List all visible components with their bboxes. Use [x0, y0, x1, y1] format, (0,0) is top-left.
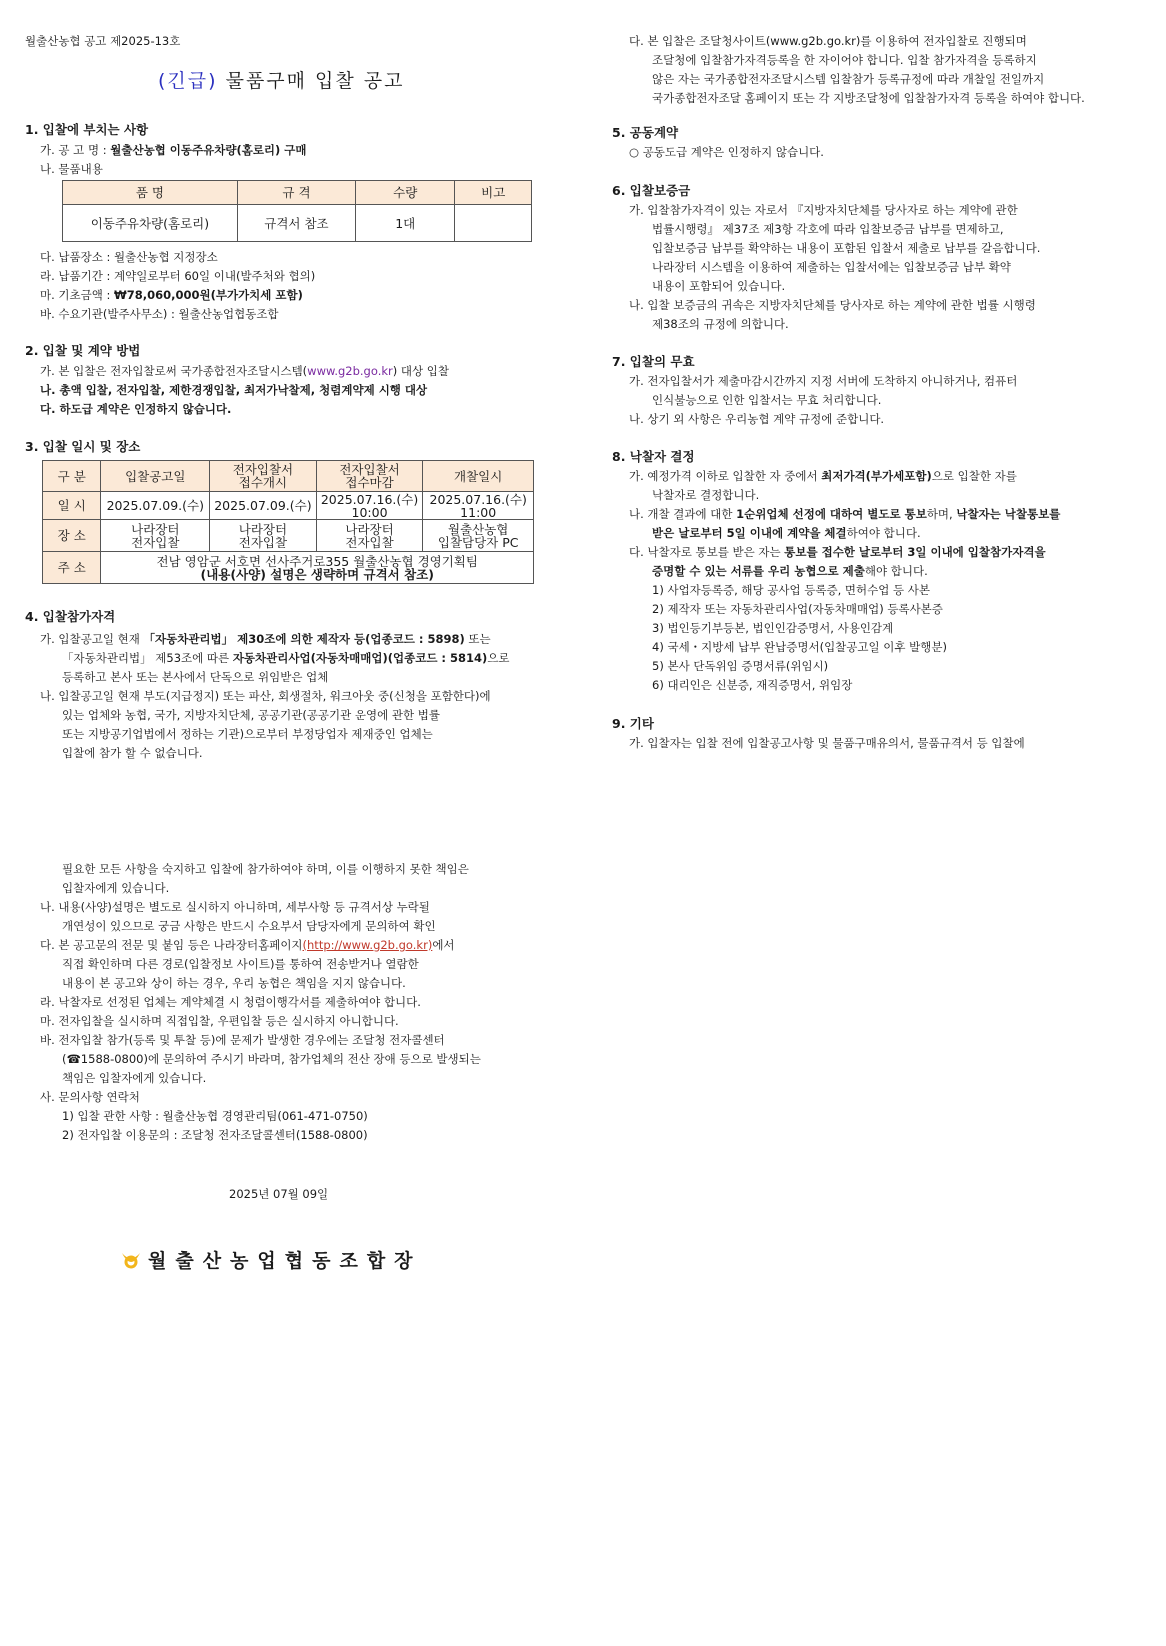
misc-cont-5: 다. 본 공고문의 전문 및 붙임 등은 나라장터홈페이지(http://www.g2b.go.kr)에서: [40, 938, 455, 952]
title-urgent: (긴급): [158, 70, 218, 92]
goods-header-spec: 규 격: [237, 181, 355, 205]
deposit-1: 가. 입찰참가자격이 있는 자로서 『지방자치단체를 당사자로 하는 계약에 관한: [629, 203, 1018, 217]
section-5-heading: 5. 공동계약: [612, 125, 679, 140]
nonghyup-logo-icon: [120, 1249, 142, 1269]
qualification-6: 또는 지방공기업법에서 정하는 기관)으로부터 부정당업자 제재중인 업체는: [62, 727, 433, 741]
invalid-1: 가. 전자입찰서가 제출마감시간까지 지정 서버에 도착하지 아니하거나, 컴퓨터: [629, 374, 1018, 388]
delivery-period: 라. 납품기간 : 계약일로부터 60일 이내(발주처와 협의): [40, 269, 316, 283]
qualification-7: 입찰에 참가 할 수 없습니다.: [62, 746, 203, 760]
award-3: 나. 개찰 결과에 대한 1순위업체 선정에 대하여 별도로 통보하며, 낙찰자는 낙찰통보를: [629, 507, 1061, 521]
misc-cont-2: 입찰자에게 있습니다.: [62, 881, 170, 895]
issuer-name: 월출산농업협동조합장: [148, 1250, 422, 1272]
award-5: 다. 낙찰자로 통보를 받은 자는 통보를 접수한 날로부터 3일 이내에 입찰참가자격을: [629, 545, 1046, 559]
schedule-place-2: 나라장터 전자입찰: [316, 520, 423, 552]
schedule-place-row: [43, 520, 534, 552]
schedule-address-label: 주 소: [43, 552, 101, 584]
misc-cont-11: (☎1588-0800)에 문의하여 주시기 바라며, 참가업체의 전산 장애 등으로 발생되는: [62, 1052, 481, 1066]
section-8-heading: 8. 낙찰자 결정: [612, 449, 695, 464]
award-1: 가. 예정가격 이하로 입찰한 자 중에서 최저가격(부가세포함)으로 입찰한 자를: [629, 469, 1017, 483]
invalid-3: 나. 상기 외 사항은 우리농협 계약 규정에 준합니다.: [629, 412, 885, 426]
goods-cell-name: 이동주유차량(홈로리): [63, 205, 238, 242]
qualification-4: 나. 입찰공고일 현재 부도(지급정지) 또는 파산, 회생절차, 워크아웃 중(신청을 포함한다)에: [40, 689, 491, 703]
section-9-heading: 9. 기타: [612, 716, 654, 731]
schedule-place-1: 나라장터 전자입찰: [210, 520, 317, 552]
goods-header-note: 비고: [455, 181, 532, 205]
right-top-1: 다. 본 입찰은 조달청사이트(www.g2b.go.kr)를 이용하여 전자입찰로 진행되며: [629, 34, 1027, 48]
award-4: 받은 날로부터 5일 이내에 계약을 체결하여야 합니다.: [652, 526, 921, 540]
schedule-table: [42, 460, 534, 584]
schedule-address-line-1: 전남 영암군 서호면 선사주거로355 월출산농협 경영기획팀: [156, 553, 478, 569]
schedule-date-3: 2025.07.16.(수) 11:00: [423, 492, 534, 520]
award-6: 증명할 수 있는 서류를 우리 농협으로 제출해야 합니다.: [652, 564, 928, 578]
client-org: 바. 수요기관(발주사무소) : 월출산농업협동조합: [40, 307, 279, 321]
schedule-header-4: 개찰일시: [423, 461, 534, 492]
required-doc: 4) 국세・지방세 납부 완납증명서(입찰공고일 이후 발행분): [652, 640, 947, 654]
bid-method-3: 다. 하도급 계약은 인정하지 않습니다.: [40, 402, 232, 416]
schedule-date-1: 2025.07.09.(수): [210, 492, 317, 520]
schedule-header-2: 전자입찰서 접수개시: [210, 461, 317, 492]
goods-cell-note: [455, 205, 532, 242]
section-7-heading: 7. 입찰의 무효: [612, 354, 695, 369]
schedule-header-row: [43, 461, 534, 492]
right-top-3: 않은 자는 국가종합전자조달시스템 입찰참가 등록규정에 따라 개찰일 전일까지: [652, 72, 1045, 86]
schedule-place-label: 장 소: [43, 520, 101, 552]
section-2-heading: 2. 입찰 및 계약 방법: [25, 343, 141, 358]
page-title: [158, 70, 405, 92]
section-1-heading: 1. 입찰에 부치는 사항: [25, 122, 149, 137]
misc-cont-1: 필요한 모든 사항을 숙지하고 입찰에 참가하여야 하며, 이를 이행하지 못한 책임은: [62, 862, 469, 876]
deposit-7: 제38조의 규정에 의합니다.: [652, 317, 789, 331]
section-4-heading: 4. 입찰참가자격: [25, 609, 116, 624]
contact-2: 2) 전자입찰 이용문의 : 조달청 전자조달콜센터(1588-0800): [62, 1128, 368, 1142]
goods-header-qty: 수량: [356, 181, 455, 205]
qualification-3: 등록하고 본사 또는 본사에서 단독으로 위임받은 업체: [62, 670, 329, 684]
delivery-place: 다. 납품장소 : 월출산농협 지정장소: [40, 250, 218, 264]
issuer-signature: [120, 1246, 422, 1273]
base-price: 마. 기초금액 : ₩78,060,000원(부가가치세 포함): [40, 288, 303, 302]
misc-1: 가. 입찰자는 입찰 전에 입찰공고사항 및 물품구매유의서, 물품규격서 등 입찰에: [629, 736, 1025, 750]
right-top-2: 조달청에 입찰참가자격등록을 한 자이어야 합니다. 입찰 참가자격을 등록하지: [652, 53, 1037, 67]
schedule-date-0: 2025.07.09.(수): [101, 492, 210, 520]
misc-cont-12: 책임은 입찰자에게 있습니다.: [62, 1071, 207, 1085]
deposit-3: 입찰보증금 납부를 확약하는 내용이 포함된 입찰서 제출로 납부를 갈음합니다.: [652, 241, 1041, 255]
schedule-date-label: 일 시: [43, 492, 101, 520]
schedule-date-2: 2025.07.16.(수) 10:00: [316, 492, 423, 520]
required-doc: 6) 대리인은 신분증, 재직증명서, 위임장: [652, 678, 853, 692]
goods-table: [62, 180, 532, 242]
g2b-link[interactable]: www.g2b.go.kr: [307, 364, 393, 378]
section-3-heading: 3. 입찰 일시 및 장소: [25, 439, 141, 454]
title-main: 물품구매 입찰 공고: [225, 70, 405, 92]
schedule-address-cell: [101, 552, 534, 584]
misc-cont-10: 바. 전자입찰 참가(등록 및 투찰 등)에 문제가 발생한 경우에는 조달청 전자콜센터: [40, 1033, 445, 1047]
schedule-header-3: 전자입찰서 접수마감: [316, 461, 423, 492]
goods-header-name: 품 명: [63, 181, 238, 205]
misc-cont-8: 라. 낙찰자로 선정된 업체는 계약체결 시 청렴이행각서를 제출하여야 합니다.: [40, 995, 421, 1009]
qualification-1: 가. 입찰공고일 현재 「자동차관리법」 제30조에 의한 제작자 등(업종코드 : 5898) 또는: [40, 632, 491, 646]
deposit-5: 내용이 포함되어 있습니다.: [652, 279, 786, 293]
notice-number: 월출산농협 공고 제2025-13호: [25, 34, 181, 48]
right-top-4: 국가종합전자조달 홈페이지 또는 각 지방조달청에 입찰참가자격 등록을 하여야 합니다.: [652, 91, 1085, 105]
deposit-6: 나. 입찰 보증금의 귀속은 지방자치단체를 당사자로 하는 계약에 관한 법률 시행령: [629, 298, 1036, 312]
invalid-2: 인식불능으로 인한 입찰서는 무효 처리합니다.: [652, 393, 882, 407]
notice-name: 가. 공 고 명 : 월출산농협 이동주유차량(홈로리) 구매: [40, 143, 307, 157]
announcement-date: 2025년 07월 09일: [229, 1187, 329, 1201]
bid-method-2: 나. 총액 입찰, 전자입찰, 제한경쟁입찰, 최저가낙찰제, 청렴계약제 시행 대상: [40, 383, 428, 397]
g2b-homepage-link[interactable]: (http://www.g2b.go.kr): [302, 938, 433, 952]
award-2: 낙찰자로 결정합니다.: [652, 488, 760, 502]
misc-cont-3: 나. 내용(사양)설명은 별도로 실시하지 아니하며, 세부사항 등 규격서상 누락될: [40, 900, 430, 914]
qualification-2: 「자동차관리법」 제53조에 따른 자동차관리사업(자동차매매업)(업종코드 : 5814)으로: [62, 651, 510, 665]
goods-table-header: [63, 181, 532, 205]
joint-contract: ○ 공동도급 계약은 인정하지 않습니다.: [629, 145, 824, 159]
bid-method-1: 가. 본 입찰은 전자입찰로써 국가종합전자조달시스템(www.g2b.go.kr) 대상 입찰: [40, 364, 449, 378]
contact-1: 1) 입찰 관한 사항 : 월출산농협 경영관리팀(061-471-0750): [62, 1109, 368, 1123]
required-doc: 3) 법인등기부등본, 법인인감증명서, 사용인감계: [652, 621, 894, 635]
qualification-5: 있는 업체와 농협, 국가, 지방자치단체, 공공기관(공공기관 운영에 관한 법률: [62, 708, 440, 722]
misc-cont-4: 개연성이 있으므로 궁금 사항은 반드시 수요부서 담당자에게 문의하여 확인: [62, 919, 436, 933]
schedule-place-0: 나라장터 전자입찰: [101, 520, 210, 552]
required-doc: 5) 본사 단독위임 증명서류(위임시): [652, 659, 829, 673]
goods-table-row: [63, 205, 532, 242]
deposit-4: 나라장터 시스템을 이용하여 제출하는 입찰서에는 입찰보증금 납부 확약: [652, 260, 1011, 274]
deposit-2: 법률시행령』 제37조 제3항 각호에 따라 입찰보증금 납부를 면제하고,: [652, 222, 1004, 236]
goods-label: 나. 물품내용: [40, 162, 103, 176]
misc-cont-9: 마. 전자입찰을 실시하며 직접입찰, 우편입찰 등은 실시하지 아니합니다.: [40, 1014, 399, 1028]
schedule-place-3: 월출산농협 입찰담당자 PC: [423, 520, 534, 552]
goods-cell-spec: 규격서 참조: [237, 205, 355, 242]
goods-cell-qty: 1대: [356, 205, 455, 242]
required-doc: 2) 제작자 또는 자동차관리사업(자동차매매업) 등록사본증: [652, 602, 943, 616]
schedule-address-row: [43, 552, 534, 584]
section-6-heading: 6. 입찰보증금: [612, 183, 691, 198]
schedule-header-1: 입찰공고일: [101, 461, 210, 492]
schedule-header-0: 구 분: [43, 461, 101, 492]
required-doc: 1) 사업자등록증, 해당 공사업 등록증, 면허수업 등 사본: [652, 583, 930, 597]
schedule-address-line-2: (내용(사양) 설명은 생략하며 규격서 참조): [200, 566, 434, 582]
contact-heading: 사. 문의사항 연락처: [40, 1090, 140, 1104]
misc-cont-7: 내용이 본 공고와 상이 하는 경우, 우리 농협은 책임을 지지 않습니다.: [62, 976, 406, 990]
schedule-date-row: [43, 492, 534, 520]
misc-cont-6: 직접 확인하며 다른 경로(입찰정보 사이트)를 통하여 전송받거나 열람한: [62, 957, 419, 971]
